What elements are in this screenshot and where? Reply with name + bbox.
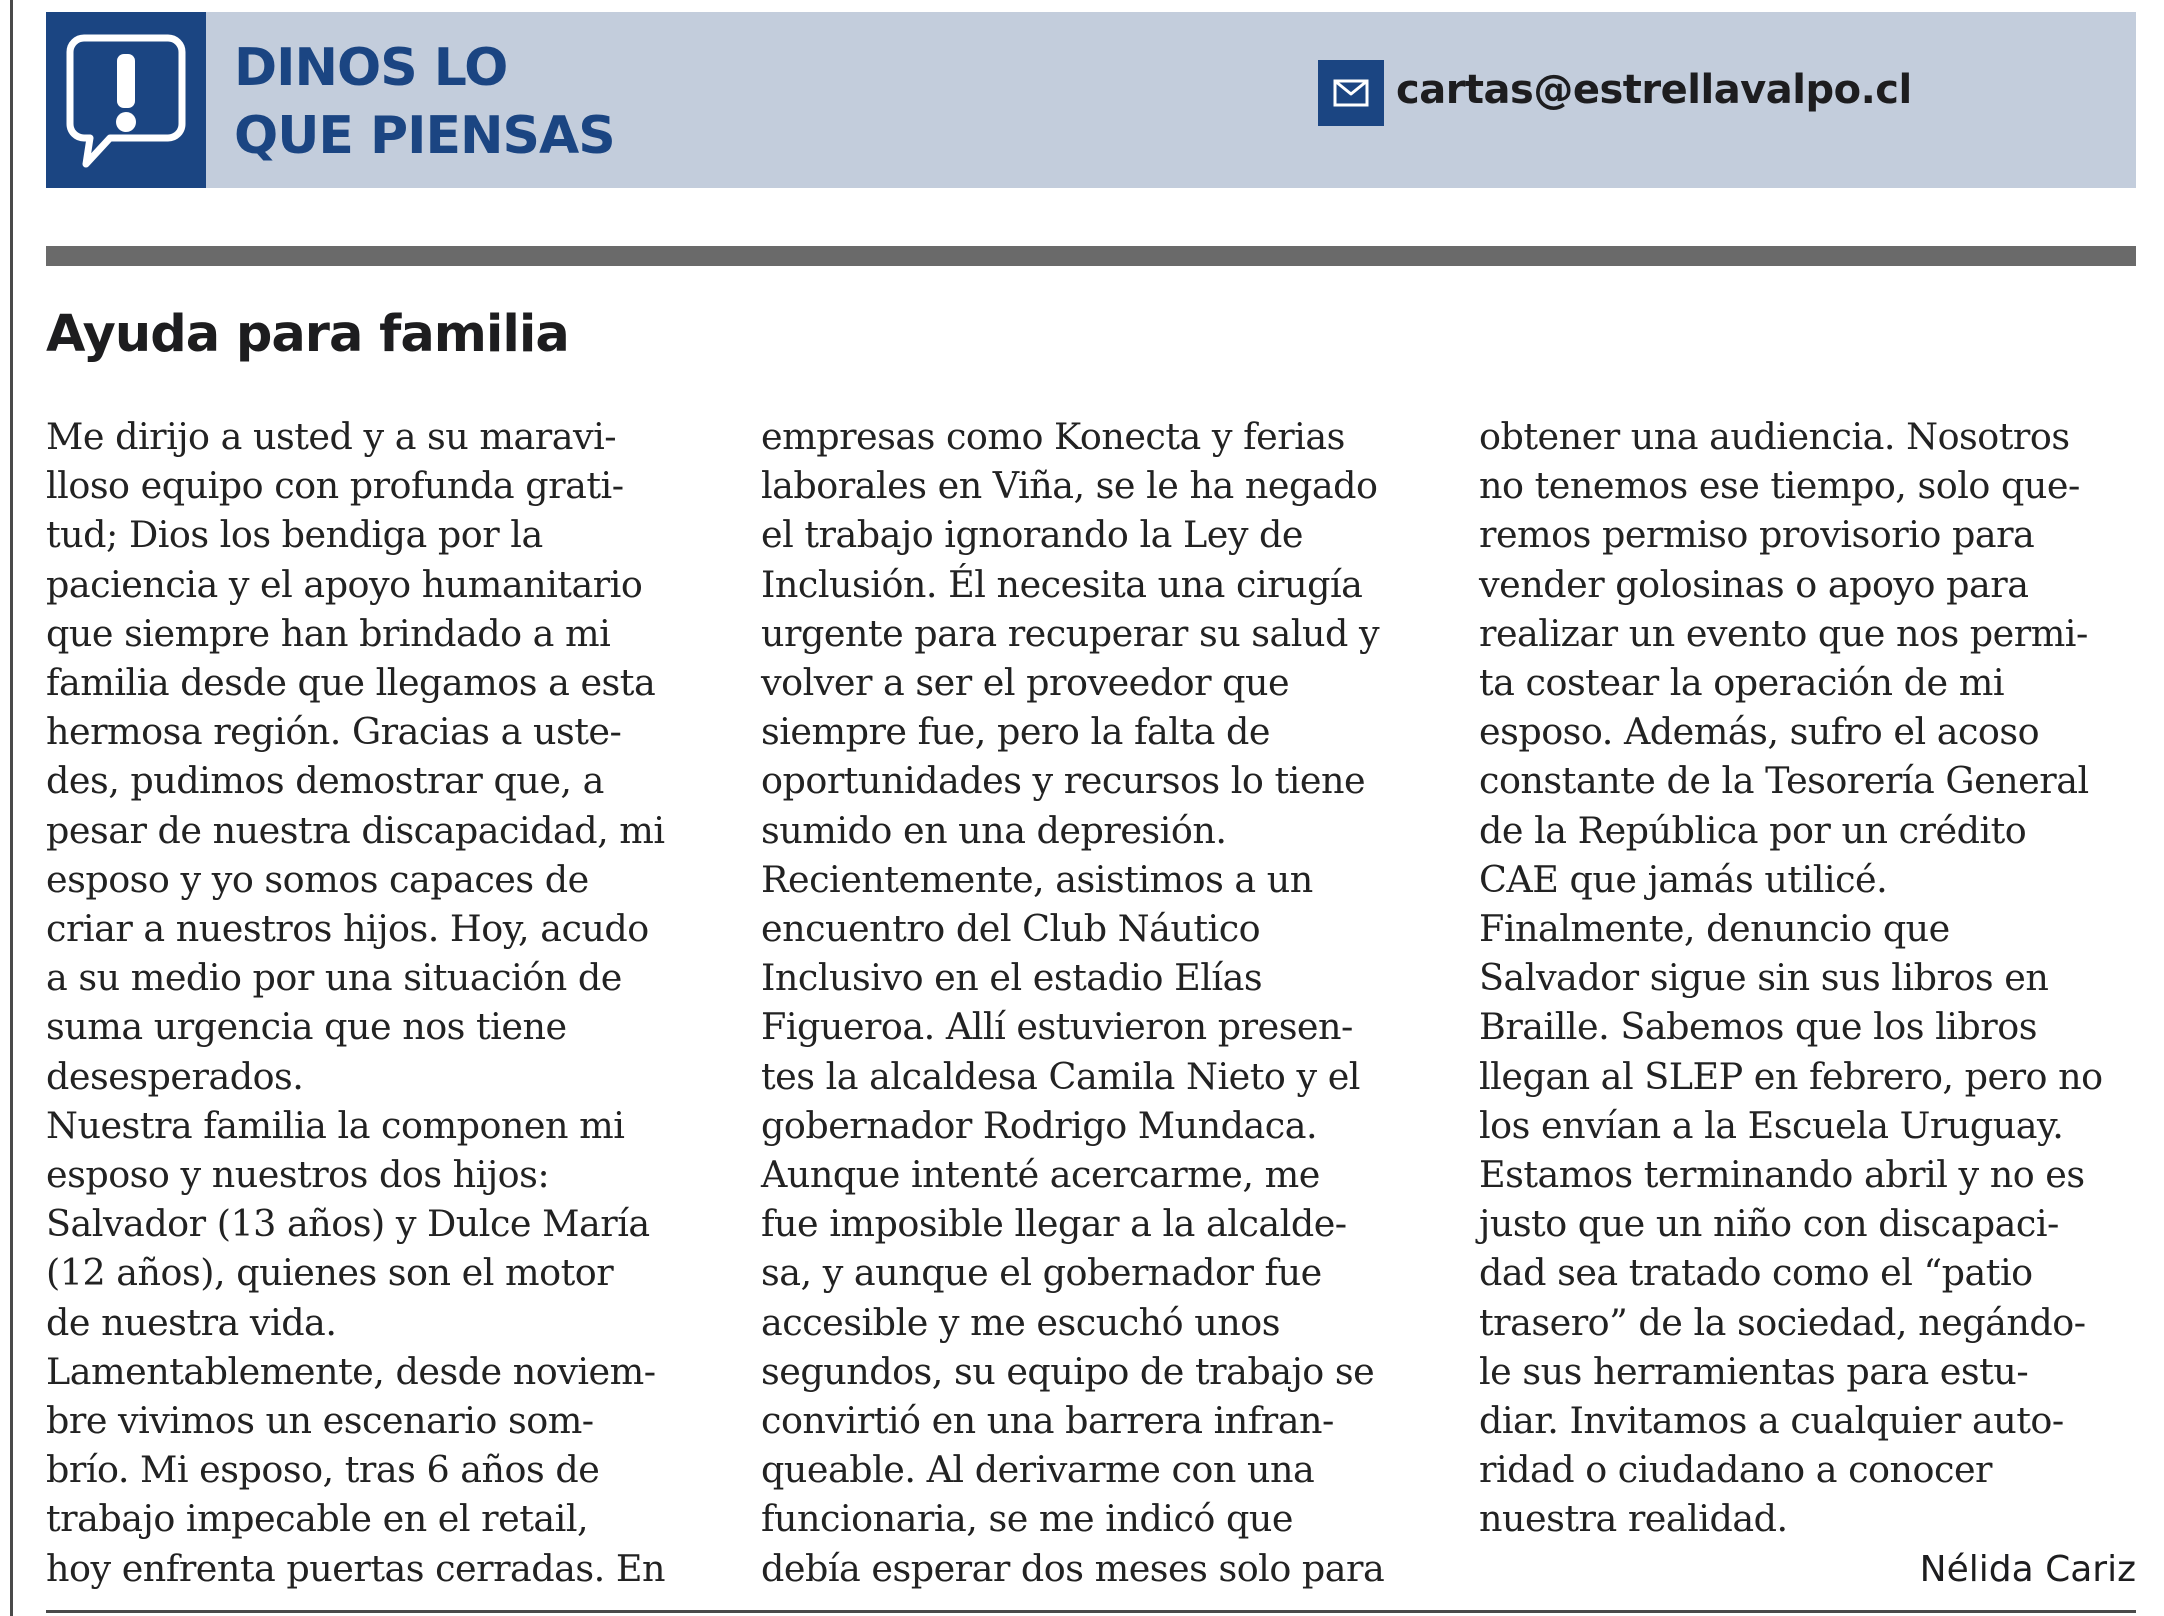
text-line: desesperados. [46, 1054, 304, 1098]
text-line: esposo y nuestros dos hijos: [46, 1153, 550, 1197]
text-line: que siempre han brindado a mi [46, 611, 611, 655]
text-line: Salvador (13 años) y Dulce María [46, 1202, 650, 1246]
text-line: trabajo impecable en el retail, [46, 1497, 589, 1541]
text-line: no tenemos ese tiempo, solo que- [1479, 464, 2080, 508]
text-line: trasero” de la sociedad, negándo- [1479, 1300, 2086, 1344]
text-line: fue imposible llegar a la alcalde- [761, 1202, 1347, 1246]
text-line: tes la alcaldesa Camila Nieto y el [761, 1054, 1360, 1098]
text-line: Lamentablemente, desde noviem- [46, 1349, 656, 1393]
text-line: familia desde que llegamos a esta [46, 661, 656, 705]
text-line: Me dirijo a usted y a su maravi- [46, 415, 617, 458]
section-badge [46, 12, 206, 188]
text-line: criar a nuestros hijos. Hoy, acudo [46, 907, 649, 951]
text-line: laborales en Viña, se le ha negado [761, 464, 1378, 508]
text-line: diar. Invitamos a cualquier auto- [1479, 1399, 2064, 1443]
section-title-line-2: QUE PIENSAS [234, 106, 615, 166]
text-line: vender golosinas o apoyo para [1479, 562, 2029, 606]
text-line: queable. Al derivarme con una [761, 1448, 1315, 1492]
text-line: debía esperar dos meses solo para [761, 1546, 1385, 1590]
text-line: esposo. Además, sufro el acoso [1479, 710, 2040, 754]
bottom-rule [46, 1610, 2136, 1613]
section-divider-bar [46, 246, 2136, 266]
text-line: (12 años), quienes son el motor [46, 1251, 614, 1295]
left-margin-rule [10, 0, 13, 1616]
text-line: brío. Mi esposo, tras 6 años de [46, 1448, 600, 1492]
article-column-1 [46, 412, 722, 1593]
text-line: funcionaria, se me indicó que [761, 1497, 1293, 1541]
mail-badge [1318, 60, 1384, 126]
text-line: a su medio por una situación de [46, 956, 622, 1000]
text-line: des, pudimos demostrar que, a [46, 759, 604, 803]
text-line: constante de la Tesorería General [1479, 759, 2089, 803]
text-line: Aunque intenté acercarme, me [761, 1153, 1320, 1197]
text-line: Estamos terminando abril y no es [1479, 1153, 2085, 1197]
text-line: lloso equipo con profunda grati- [46, 464, 624, 508]
contact-email: cartas@estrellavalpo.cl [1396, 67, 1912, 113]
text-line: tud; Dios los bendiga por la [46, 513, 543, 557]
text-line: Figueroa. Allí estuvieron presen- [761, 1005, 1353, 1049]
text-line: de la República por un crédito [1479, 808, 2027, 852]
text-line: convirtió en una barrera infran- [761, 1399, 1334, 1443]
text-line: llegan al SLEP en febrero, pero no [1479, 1054, 2103, 1098]
envelope-icon [1333, 79, 1369, 107]
text-line: segundos, su equipo de trabajo se [761, 1349, 1375, 1393]
text-line: Recientemente, asistimos a un [761, 857, 1313, 901]
text-line: volver a ser el proveedor que [761, 661, 1290, 705]
article-column-2 [761, 412, 1441, 1593]
text-line: ridad o ciudadano a conocer [1479, 1448, 1993, 1492]
text-line: paciencia y el apoyo humanitario [46, 562, 643, 606]
text-line: Finalmente, denuncio que [1479, 907, 1950, 951]
text-line: realizar un evento que nos permi- [1479, 611, 2088, 655]
text-line: hoy enfrenta puertas cerradas. En [46, 1546, 666, 1590]
text-line: de nuestra vida. [46, 1300, 337, 1344]
text-line: accesible y me escuchó unos [761, 1300, 1280, 1344]
text-line: ta costear la operación de mi [1479, 661, 2004, 705]
text-line: siempre fue, pero la falta de [761, 710, 1270, 754]
text-line: hermosa región. Gracias a uste- [46, 710, 622, 754]
text-line: sumido en una depresión. [761, 808, 1227, 852]
text-line: el trabajo ignorando la Ley de [761, 513, 1304, 557]
section-title [234, 34, 615, 170]
text-line: pesar de nuestra discapacidad, mi [46, 808, 665, 852]
section-title-line-1: DINOS LO [234, 38, 508, 98]
text-line: Salvador sigue sin sus libros en [1479, 956, 2049, 1000]
text-line: urgente para recuperar su salud y [761, 611, 1380, 655]
article-headline: Ayuda para familia [46, 305, 569, 364]
text-line: sa, y aunque el gobernador fue [761, 1251, 1322, 1295]
text-line: Inclusión. Él necesita una cirugía [761, 562, 1363, 606]
text-line: nuestra realidad. [1479, 1497, 1788, 1541]
text-line: le sus herramientas para estu- [1479, 1349, 2029, 1393]
text-line: empresas como Konecta y ferias [761, 415, 1345, 458]
text-line: Braille. Sabemos que los libros [1479, 1005, 2037, 1049]
text-line: obtener una audiencia. Nosotros [1479, 415, 2070, 458]
text-line: oportunidades y recursos lo tiene [761, 759, 1366, 803]
exclamation-speech-bubble-icon [66, 34, 186, 174]
letter-signature: Nélida Cariz [1919, 1549, 2136, 1590]
text-line: bre vivimos un escenario som- [46, 1399, 594, 1443]
article-column-3 [1479, 412, 2139, 1544]
text-line: suma urgencia que nos tiene [46, 1005, 567, 1049]
text-line: CAE que jamás utilicé. [1479, 857, 1888, 901]
text-line: Nuestra familia la componen mi [46, 1103, 625, 1147]
text-line: justo que un niño con discapaci- [1479, 1202, 2059, 1246]
text-line: esposo y yo somos capaces de [46, 857, 589, 901]
text-line: dad sea tratado como el “patio [1479, 1251, 2033, 1295]
text-line: los envían a la Escuela Uruguay. [1479, 1103, 2064, 1147]
text-line: remos permiso provisorio para [1479, 513, 2035, 557]
text-line: gobernador Rodrigo Mundaca. [761, 1103, 1318, 1147]
text-line: Inclusivo en el estadio Elías [761, 956, 1263, 1000]
text-line: encuentro del Club Náutico [761, 907, 1261, 951]
